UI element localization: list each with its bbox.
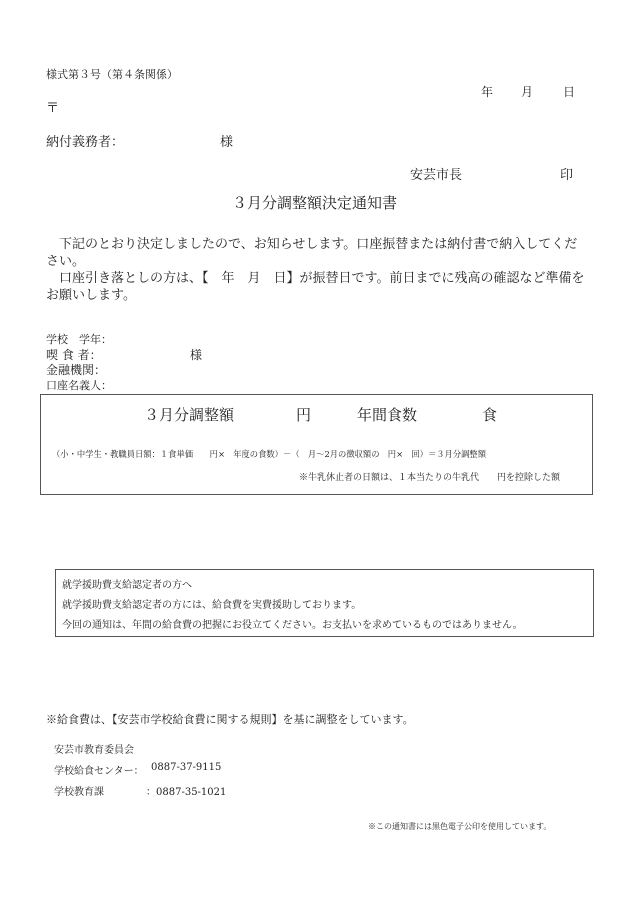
adjustment-label: ３月分調整額 <box>144 406 235 424</box>
lunch-center-label: 学校給食センター： <box>54 766 144 777</box>
notice-paragraph-2: 口座引き落としの方は、【 年 月 日】が振替日です。前日までに残高の確認など準備をお願いします。 <box>46 271 585 303</box>
aid-line-1: 就学援助費支給認定者の方には、給食費を実費援助しております。 <box>62 600 362 611</box>
notice-paragraph-1: 下記のとおり決定しましたので、お知らせします。口座振替または納付書で納入してください。 <box>46 237 578 269</box>
document-title: ３月分調整額決定通知書 <box>232 194 398 212</box>
issuer-seal: 印 <box>560 168 574 183</box>
school-grade-label: 学校 学年： <box>46 333 112 346</box>
notice-body <box>46 236 586 304</box>
regulation-note: ※給食費は、【安芸市学校給食費に関する規則】を基に調整をしています。 <box>46 713 414 726</box>
issuer-title: 安芸市長 <box>410 168 463 183</box>
bank-label: 金融機関： <box>46 363 107 377</box>
form-number: 様式第３号（第４条関係） <box>46 68 178 81</box>
adjustment-yen-unit: 円 <box>296 406 312 424</box>
aid-line-2: 今回の通知は、年間の給食費の把握にお役立てください。お支払いを求めているものではありません。 <box>62 620 523 631</box>
lunch-center-phone: 0887-37-9115 <box>151 762 222 773</box>
calculation-formula: （小・中学生・教職員日額：１食単価 円× 年度の食数）－（ 月～2月の徴収額の 円× 回）＝３月分調整額 <box>52 449 487 459</box>
date-year: 年 <box>481 85 494 99</box>
eater-label: 喫 食 者： <box>46 348 102 362</box>
education-division-phone: ：0887-35-1021 <box>146 787 227 798</box>
milk-note: ※牛乳休止者の日額は、１本当たりの牛乳代 円を控除した額 <box>299 473 561 483</box>
date-month: 月 <box>521 85 534 99</box>
date-day: 日 <box>563 85 576 99</box>
payer-label: 納付義務者： <box>46 135 125 150</box>
board-of-education: 安芸市教育委員会 <box>54 745 134 756</box>
meals-unit: 食 <box>482 406 498 424</box>
account-holder-label: 口座名義人： <box>46 379 112 392</box>
eater-honorific: 様 <box>190 348 203 362</box>
annual-meals-label: 年間食数 <box>357 406 418 424</box>
aid-heading: 就学援助費支給認定者の方へ <box>62 580 192 591</box>
education-division-label: 学校教育課 <box>54 787 104 798</box>
postal-mark: 〒 <box>46 101 60 116</box>
payer-honorific: 様 <box>220 135 234 150</box>
electronic-seal-note: ※この通知書には黒色電子公印を使用しています。 <box>368 822 552 831</box>
